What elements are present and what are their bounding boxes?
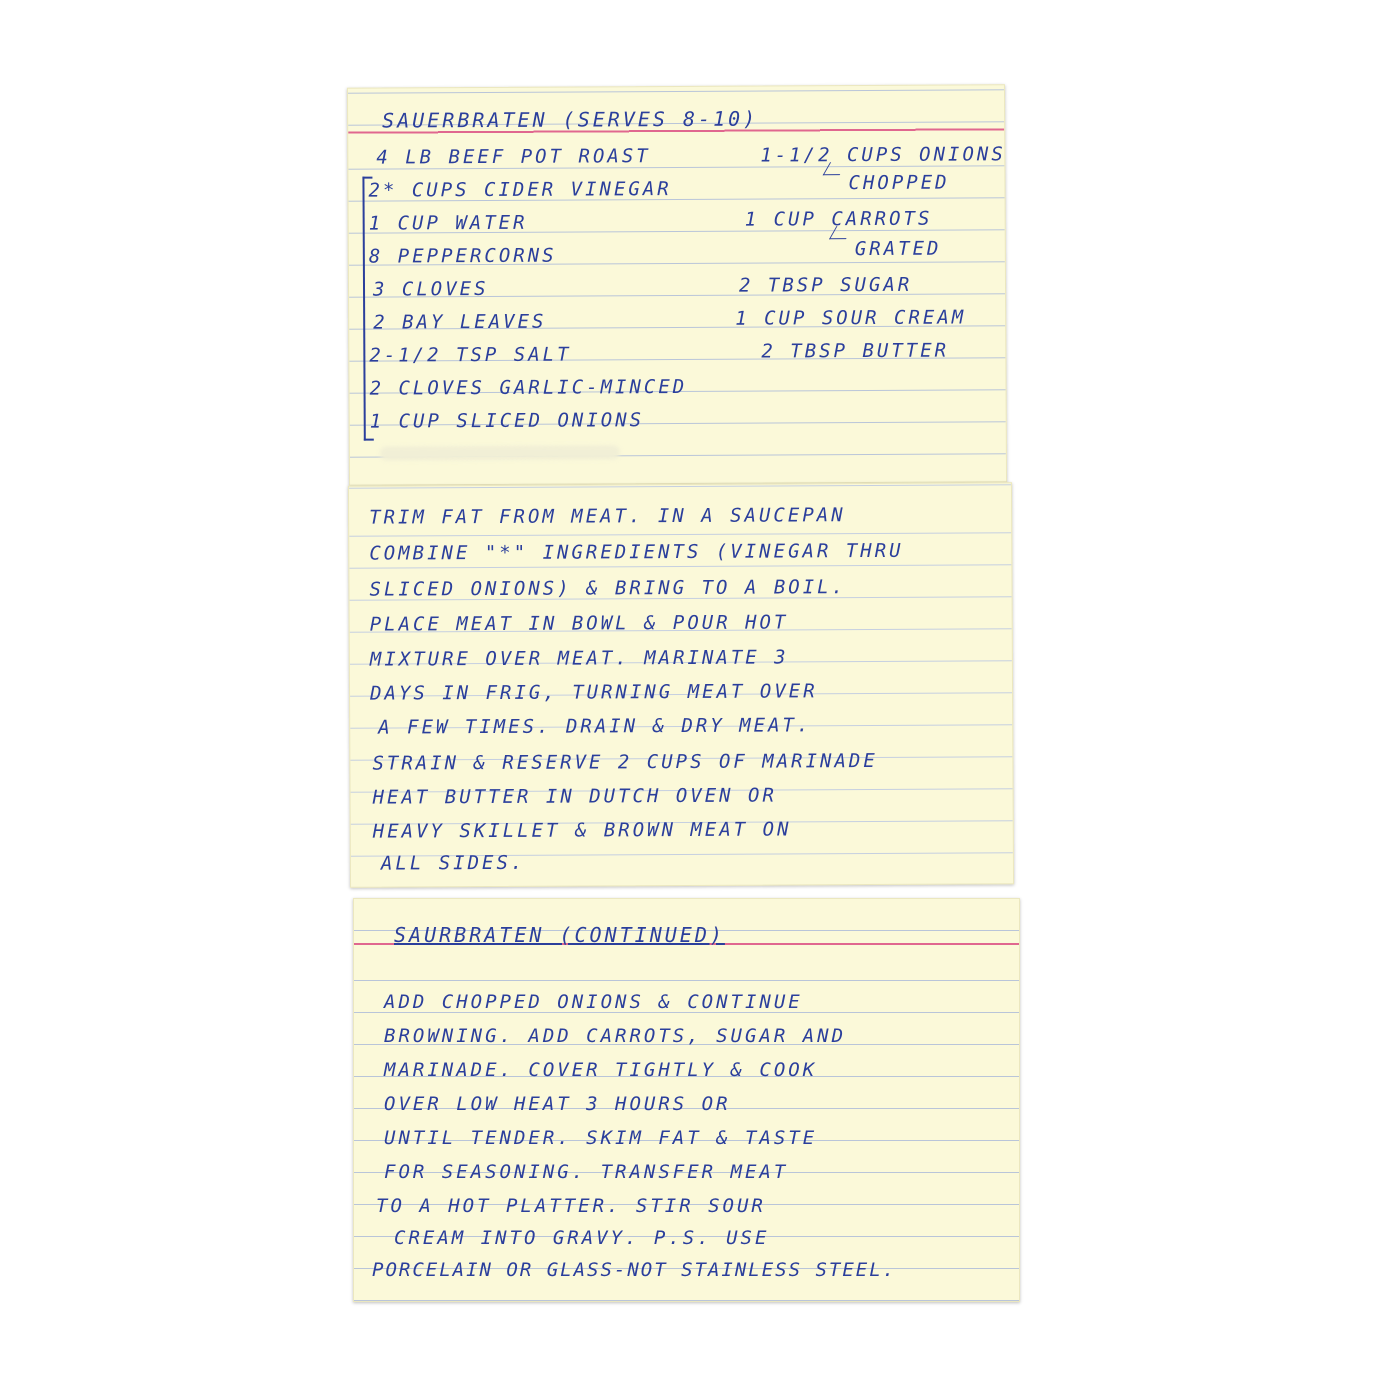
- direction-line: PORCELAIN OR GLASS-NOT STAINLESS STEEL.: [372, 1259, 897, 1281]
- direction-line: MIXTURE OVER MEAT. MARINATE 3: [369, 646, 789, 671]
- recipe-card-ingredients: [347, 84, 1007, 485]
- direction-line: A FEW TIMES. DRAIN & DRY MEAT.: [378, 714, 812, 739]
- direction-line: OVER LOW HEAT 3 HOURS OR: [384, 1093, 731, 1115]
- ingredient-right: 1-1/2 CUPS ONIONS: [760, 143, 1006, 167]
- continued-title: SAURBRATEN (CONTINUED): [394, 923, 725, 947]
- ingredient-right: 2 TBSP SUGAR: [738, 273, 913, 297]
- recipe-card-continued: [353, 898, 1020, 1302]
- direction-line: TO A HOT PLATTER. STIR SOUR: [376, 1195, 766, 1217]
- direction-line: FOR SEASONING. TRANSFER MEAT: [384, 1161, 789, 1183]
- direction-line: DAYS IN FRIG, TURNING MEAT OVER: [369, 680, 818, 705]
- direction-line: COMBINE "*" INGREDIENTS (VINEGAR THRU: [369, 539, 904, 565]
- direction-line: MARINADE. COVER TIGHTLY & COOK: [384, 1059, 818, 1081]
- ingredient-left: 2-1/2 TSP SALT: [369, 343, 572, 367]
- recipe-card-directions: [348, 482, 1014, 887]
- direction-line: BROWNING. ADD CARROTS, SUGAR AND: [384, 1025, 847, 1047]
- ingredient-left: 8 PEPPERCORNS: [368, 244, 557, 268]
- ingredient-left: 1 CUP WATER: [368, 211, 528, 235]
- ingredient-right: CHOPPED: [848, 171, 950, 195]
- ingredient-right: 1 CUP SOUR CREAM: [735, 306, 967, 330]
- whiteout-smudge: [380, 445, 620, 460]
- ingredient-right: 2 TBSP BUTTER: [761, 339, 950, 363]
- ingredient-left: 3 CLOVES: [372, 277, 489, 301]
- direction-line: CREAM INTO GRAVY. P.S. USE: [394, 1227, 770, 1249]
- ingredient-right: 1 CUP CARROTS: [744, 207, 933, 231]
- direction-line: HEAT BUTTER IN DUTCH OVEN OR: [372, 784, 777, 809]
- direction-line: PLACE MEAT IN BOWL & POUR HOT: [369, 611, 789, 636]
- ingredient-left: 1 CUP SLICED ONIONS: [369, 409, 645, 433]
- direction-line: UNTIL TENDER. SKIM FAT & TASTE: [384, 1127, 818, 1149]
- direction-line: STRAIN & RESERVE 2 CUPS OF MARINADE: [372, 749, 878, 775]
- ingredient-left: 2 CLOVES GARLIC-MINCED: [369, 375, 688, 400]
- recipe-title: SAUERBRATEN (SERVES 8-10): [382, 106, 759, 133]
- direction-line: TRIM FAT FROM MEAT. IN A SAUCEPAN: [369, 504, 846, 529]
- direction-line: HEAVY SKILLET & BROWN MEAT ON: [372, 818, 792, 843]
- ingredient-left: 2 BAY LEAVES: [373, 310, 547, 334]
- ingredient-left: 4 LB BEEF POT ROAST: [376, 145, 651, 169]
- direction-line: ALL SIDES.: [380, 851, 526, 875]
- ingredient-left: 2* CUPS CIDER VINEGAR: [368, 178, 672, 202]
- direction-line: ADD CHOPPED ONIONS & CONTINUE: [384, 991, 803, 1013]
- direction-line: SLICED ONIONS) & BRING TO A BOIL.: [369, 576, 847, 601]
- ingredient-right: GRATED: [854, 237, 942, 261]
